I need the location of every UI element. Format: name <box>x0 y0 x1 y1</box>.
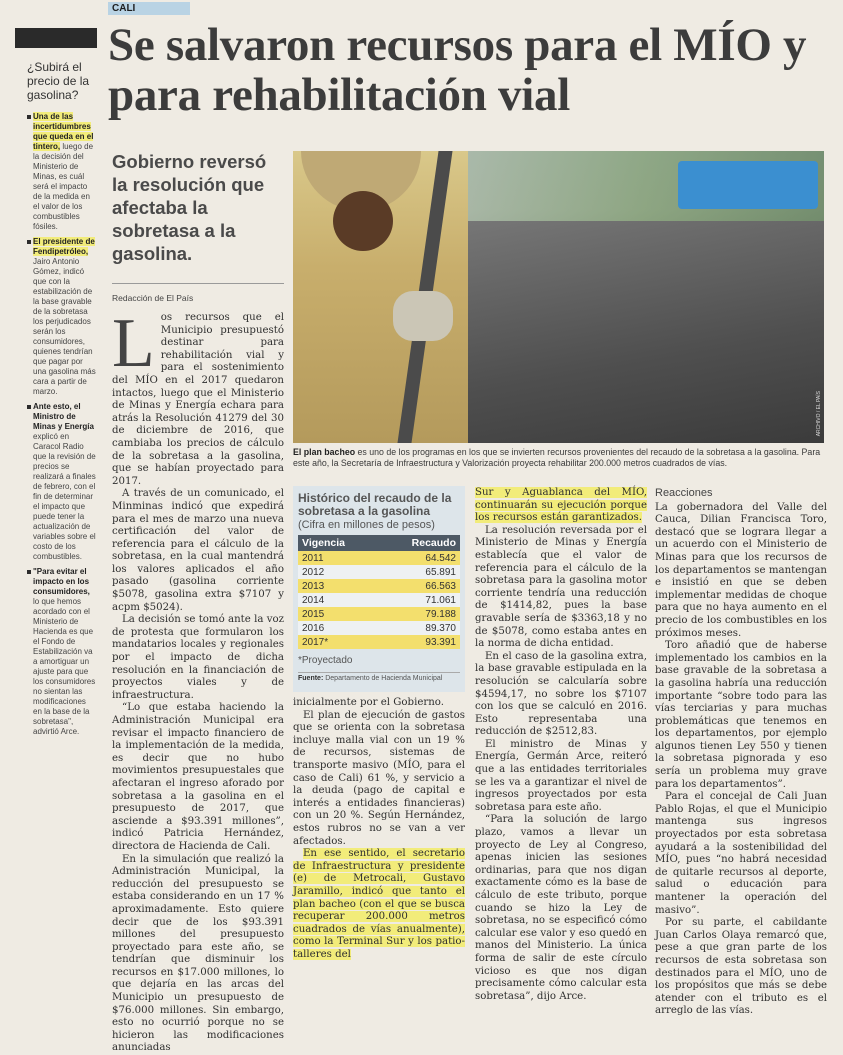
paragraph: La gobernadora del Valle del Cauca, Dilian Francisca Toro, destacó que se lograra llegar a un acuerdo con el Ministerio de Minas para que los recursos de los departamentos se mantengan e insistió en que se deben implementar medidas de choque para que no haya aumento en el precio de los combustibles en los próximos meses. <box>655 501 827 639</box>
sidebar-item: Una de las incertidumbres que queda en el tintero, luego de la decisión del Ministerio de Minas, es cuál será el impacto de la medida en el valor de los combustibles fósiles. <box>27 112 97 232</box>
headline: Se salvaron recursos para el MÍO y para rehabilitación vial <box>108 19 807 121</box>
table-subtitle: (Cifra en millones de pesos) <box>298 519 435 531</box>
sidebar-question: ¿Subirá el precio de la gasolina? <box>27 60 90 102</box>
table-row: 2016 89.370 <box>298 621 460 635</box>
paragraph: La resolución reversada por el Ministerio de Minas y Energía establecía que el valor de referencia para el cálculo de la sobretasa para la gasolina motor corriente tendría una reducción de $1414,82, pues la base gravable sería de $3363,18 y no de $5078, como estaba antes en la norma de dicha entidad. <box>475 524 647 650</box>
table-title: Histórico del recaudo de la sobretasa a la gasolina <box>298 491 452 518</box>
table-header-row <box>298 535 460 551</box>
revenue-table <box>298 535 460 649</box>
subheadline: Gobierno reversó la resolución que afectaba la sobretasa a la gasolina. <box>112 151 267 264</box>
table-header: Recaudo <box>378 535 460 551</box>
sidebar-list <box>27 112 97 742</box>
byline: Redacción de El País <box>112 293 194 303</box>
sidebar-item: Ante esto, el Ministro de Minas y Energía explicó en Caracol Radio que la revisión de precios se realizará a finales de febrero, con el fin de determinar el impacto que puede tener la actualización de variables sobre el costo de los combustibles. <box>27 402 97 562</box>
table-source: Fuente: Departamento de Hacienda Municipal <box>298 672 460 682</box>
paragraph: inicialmente por el Gobierno. <box>293 697 444 708</box>
sidebar-item: El presidente de Fendipetróleo, Jairo Antonio Gómez, indicó que con la estabilización de la base gravable de la sobretasa los perjudicados serán los consumidores, quienes tendrían que pagar por una gasolina más cara a partir de marzo. <box>27 237 97 397</box>
section-tag: CALI <box>108 2 190 15</box>
paragraph: os recursos que el Municipio presupuestó destinar para rehabilitación vial y para el sostenimiento del MÍO en el 2017 quedaron intactos, luego que el Ministerio de Minas y Energía echara para atrás la Resolución 41279 del 30 de diciembre de 2016, que cambiaba los precios de cálculo de la sobretasa a la gasolina, que se habían proyectado para 2017. <box>112 312 284 487</box>
table-row: 2015 79.188 <box>298 607 460 621</box>
paragraph-highlighted: En ese sentido, el secretario de Infraestructura y presidente (e) de Metrocali, Gustavo Jaramillo, indicó que tanto el plan bacheo (con el que se busca recuperar 200.000 metros cuadrados de vías anualmente), como la Terminal Sur y los patio-talleres del <box>293 848 465 960</box>
paragraph: El ministro de Minas y Energía, Germán Arce, reiteró que a las entidades territoriales se les va a garantizar el nivel de ingresos proyectados por esta sobretasa para este año. <box>475 738 647 813</box>
divider <box>112 283 284 284</box>
paragraph: La decisión se tomó ante la voz de protesta que formularon los mandatarios locales y regionales por el impacto de dicha resolución en la financiación de proyectos viales y de infraestructura. <box>112 614 284 701</box>
photo-caption: El plan bacheo es uno de los programas en los que se invierten recursos provenientes del recaudo de la sobretasa a la gasolina. Para este año, la Secretaría de Infraestructura y Valorización proyecta rehabilitar 200.000 metros cuadrados de vías. <box>293 447 821 468</box>
photo-road <box>443 221 824 443</box>
table-row: 2012 65.891 <box>298 565 460 579</box>
photo-bus <box>678 161 818 209</box>
paragraph: El plan de ejecución de gastos que se orienta con la sobretasa incluye malla vial con un 19 % de recursos, sistemas de transporte masivo (MÍO, para el caso de Cali) 61 %, y servicio a la deuda (pago de capital e interés a entidades financieras) con un 20 %. Según Hernández, estos rubros no se van a ver afectados. <box>293 709 465 847</box>
paragraph: Por su parte, el cabildante Juan Carlos Olaya remarcó que, pese a que gran parte de los recursos de esta sobretasa son destinados para el MÍO, uno de los propósitos que más se debe atender con el tributo es el arreglo de las vías. <box>655 917 827 1017</box>
paragraph: En la simulación que realizó la Administración Municipal, la reducción del presupuesto se estaba considerando en un 17 % aproximadamente. Esto quiere decir que de los $93.391 millones del presupuesto proyectado para este año, se tendrían que disminuir los recursos en $17.000 millones, lo que dejaría en las arcas del Municipio un presupuesto de $76.000 millones. Sin embargo, esto no ocurrió porque no se hicieron las modificaciones anunciadas <box>112 853 284 1054</box>
body-column-4 <box>655 487 827 1018</box>
photo-glove <box>393 291 453 341</box>
paragraph: “Lo que estaba haciendo la Administración Municipal era revisar el impacto financiero de la implementación de la medida, es decir que no hubo movimientos presupuestales que afectaran el ingreso aforado por sobretasa a la gasolina en el presupuesto de 2017, que asciende a $93.391 millones”, indicó Patricia Hernández, directora de Hacienda de Cali. <box>112 702 284 852</box>
paragraph: En el caso de la gasolina extra, la base gravable estipulada en la resolución se calcularía sobre $4594,17, no sobre los $7107 con los que se calculó en 2016. Esto representaba una reducción de $2512,83. <box>475 650 647 738</box>
body-column-3 <box>475 487 647 1003</box>
table-header: Vigencia <box>298 535 378 551</box>
table-note: *Proyectado <box>298 655 353 666</box>
paragraph: A través de un comunicado, el Minminas indicó que expedirá para el mes de marzo una nueva certificación del valor de referencia para el cálculo de la sobretasa, en la cual mantendrá los valores aplicados el año pasado (gasolina corriente $5078, gasolina extra $7107 y acpm $5024). <box>112 488 284 613</box>
paragraph: Toro añadió que de haberse implementado los cambios en la base gravable de la sobretasa a la gasolina habría una reducción importante “sobre todo para las vías terciarias y para muchas problemáticas que tenemos en los departamentos, por ejemplo algunos tienen Ley 550 y tienen la sobretasa pignorada y eso sería un problema muy grave para los departamentos”. <box>655 640 827 790</box>
photo-credit: ARCHIVO / EL PAÍS <box>816 391 822 437</box>
news-photo <box>293 151 824 443</box>
reactions-heading: Reacciones <box>655 487 713 499</box>
table-row: 2013 66.563 <box>298 579 460 593</box>
sidebar-header-bar <box>15 28 97 48</box>
body-column-2 <box>293 697 465 961</box>
table-row: 2014 71.061 <box>298 593 460 607</box>
table-row: 2011 64.542 <box>298 551 460 565</box>
sidebar-item: "Para evitar el impacto en los consumidores, lo que hemos acordado con el Ministerio de Hacienda es que el Fondo de Estabilización va a amortiguar un ajuste para que los consumidores no sientan las modificaciones en la base de la sobretasa", advirtió Arce. <box>27 567 97 737</box>
revenue-table-box <box>293 486 465 692</box>
table-row: 2017* 93.391 <box>298 635 460 649</box>
paragraph: “Para la solución de largo plazo, vamos a llevar un proyecto de Ley al Congreso, apenas inicien las sesiones ordinarias, para que nos digan exactamente cómo es la base de cálculo de este tributo, porque cuando se hizo la Ley de sobretasa, no se especificó cómo calcular ese valor y eso quedó en manos del Ministerio. La única forma de salir de este círculo vicioso es que nos digan precisamente cómo calcular esta sobretasa”, dijo Arce. <box>475 814 647 1002</box>
paragraph-highlighted: Sur y Aguablanca del MÍO, continuarán su ejecución porque los recursos están garantizados. <box>475 487 647 524</box>
photo-face <box>333 191 393 251</box>
dropcap: L <box>112 305 155 382</box>
body-column-1 <box>112 305 284 1055</box>
paragraph: Para el concejal de Cali Juan Pablo Rojas, el que el Municipio mantenga sus ingresos proyectados por esta sobretasa ayudará a la sostenibilidad del MÍO, pues “no habrá necesidad de quitarle recursos al deporte, salud o educación para mantener la operación del masivo”. <box>655 791 827 916</box>
